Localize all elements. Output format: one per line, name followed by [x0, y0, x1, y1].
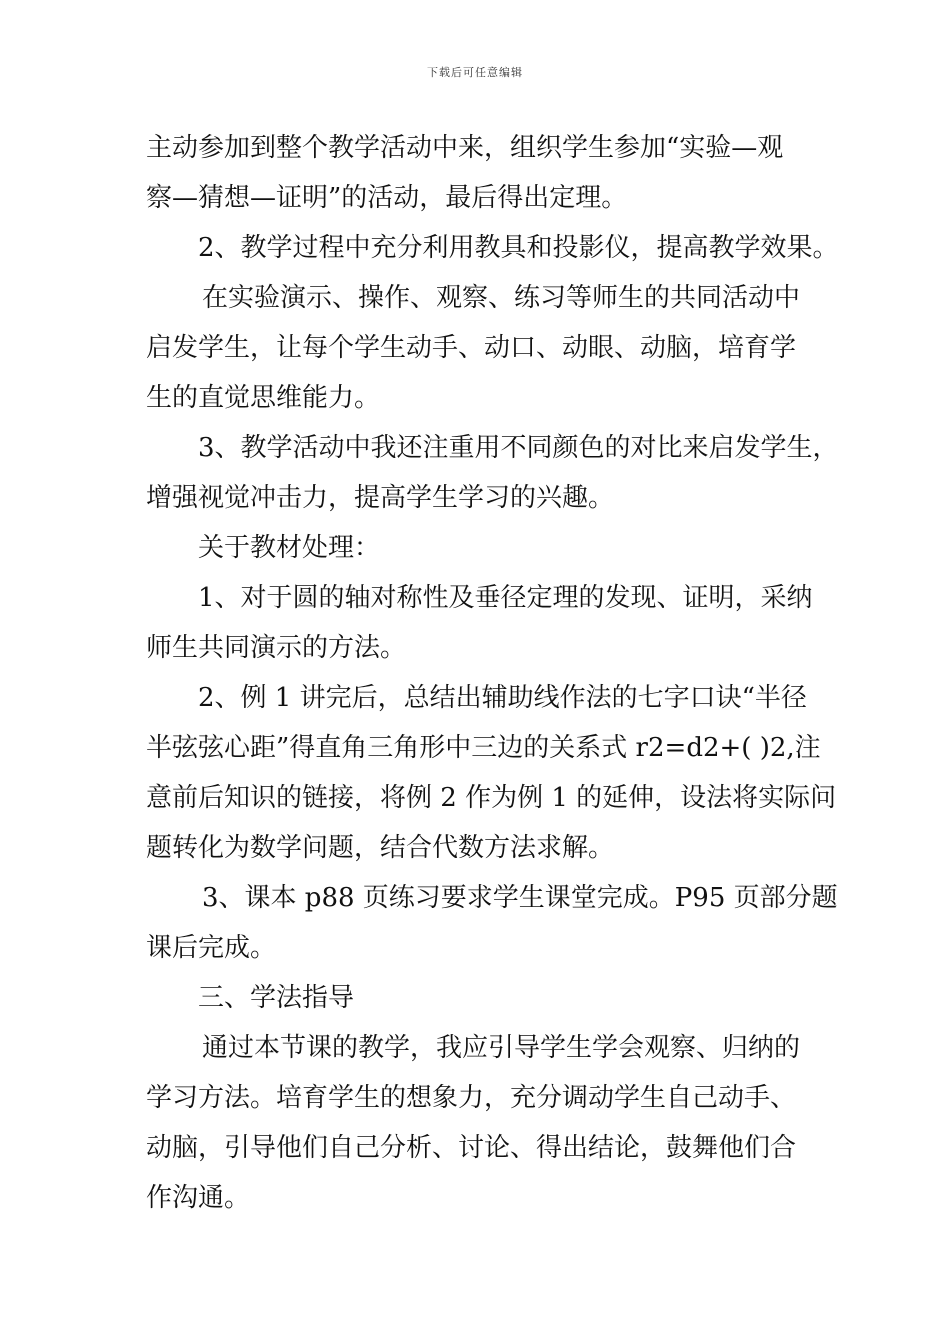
text-line: 作沟通。 — [146, 1183, 251, 1213]
text-line: 2、例 1 讲完后，总结出辅助线作法的七字口诀“半径 — [198, 683, 807, 713]
text-line: 主动参加到整个教学活动中来，组织学生参加“实验—观 — [146, 133, 784, 163]
text-line: 关于教材处理： — [198, 533, 381, 563]
text-line: 三、学法指导 — [198, 983, 355, 1013]
text-line: 3、教学活动中我还注重用不同颜色的对比来启发学生， — [198, 433, 839, 463]
section-heading-materials — [146, 523, 826, 573]
text-line: 在实验演示、操作、观察、练习等师生的共同活动中 — [202, 283, 801, 313]
text-line: 学习方法。培育学生的想象力，充分调动学生自己动手、 — [146, 1083, 797, 1113]
paragraph-learning-methods — [146, 1023, 826, 1223]
text-line: 1、对于圆的轴对称性及垂径定理的发现、证明，采纳 — [198, 583, 813, 613]
paragraph-materials-1 — [146, 573, 826, 673]
text-line: 课后完成。 — [146, 933, 277, 963]
paragraph-materials-3 — [146, 873, 838, 973]
text-line: 启发学生，让每个学生动手、动口、动眼、动脑，培育学 — [146, 333, 797, 363]
text-line: 生的直觉思维能力。 — [146, 383, 381, 413]
paragraph-teaching-aids — [146, 223, 839, 273]
text-line: 察—猜想—证明”的活动，最后得出定理。 — [146, 183, 628, 213]
paragraph-joint-activities — [146, 273, 826, 423]
text-line: 动脑，引导他们自己分析、讨论、得出结论，鼓舞他们合 — [146, 1133, 797, 1163]
text-line: 增强视觉冲击力，提高学生学习的兴趣。 — [146, 483, 615, 513]
text-line: 2、教学过程中充分利用教具和投影仪，提高教学效果。 — [198, 233, 839, 263]
paragraph-materials-2 — [146, 673, 837, 873]
paragraph-intro-continued — [146, 123, 826, 223]
page-header-note: 下载后可任意编辑 — [427, 66, 523, 79]
paragraph-color-contrast — [146, 423, 839, 523]
text-line: 师生共同演示的方法。 — [146, 633, 407, 663]
text-line: 意前后知识的链接，将例 2 作为例 1 的延伸，设法将实际问 — [146, 783, 837, 813]
text-line: 半弦弦心距”得直角三角形中三边的关系式 r2=d2+( )2,注 — [146, 733, 821, 763]
section-heading-learning-methods — [146, 973, 826, 1023]
text-line: 3、课本 p88 页练习要求学生课堂完成。P95 页部分题 — [202, 883, 838, 913]
text-line: 通过本节课的教学，我应引导学生学会观察、归纳的 — [202, 1033, 801, 1063]
document-body — [146, 123, 839, 1223]
text-line: 题转化为数学问题，结合代数方法求解。 — [146, 833, 615, 863]
